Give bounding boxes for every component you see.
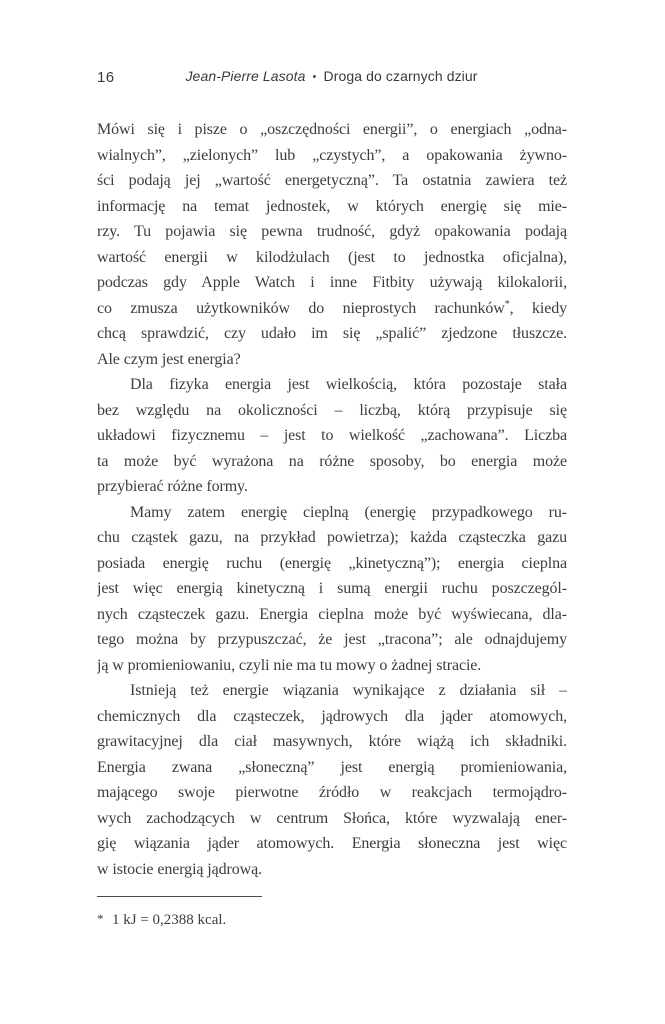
text-line: ta może być wyrażona na różne sposoby, bo energia może [97,452,567,470]
text-line: nych cząsteczek gazu. Energia cieplna może być wyświecana, dla- [97,605,567,623]
running-head-author: Jean-Pierre Lasota [185,68,306,84]
text-line: jest więc energią kinetyczną i sumą energii ruchu poszczegól- [97,580,567,597]
text-line: mającego swoje pierwotne źródło w reakcjach termojądro- [97,784,567,801]
text-line: tego można by przypuszczać, że jest „tracona”; ale odnajdujemy [97,631,567,648]
page-number: 16 [97,69,115,86]
text-line: rzy. Tu pojawia się pewna trudność, gdyż opakowania podają [97,223,567,240]
text-line: wialnych”, „zielonych” lub „czystych”, a opakowania żywno- [97,146,567,164]
text-line: grawitacyjnej dla ciał masywnych, które wiążą ich składniki. [97,733,567,750]
running-head [97,68,566,84]
text-line: posiada energię ruchu (energię „kinetyczną”); energia cieplna [97,554,567,572]
paragraph [97,500,567,679]
paragraph [97,678,567,882]
text-line: Dla fizyka energia jest wielkością, która pozostaje stała [130,376,567,393]
footnote-text [97,908,567,931]
footnote-area [97,896,567,931]
text-line: ści podają jej „wartość energetyczną”. Ta ostatnia zawiera też [97,172,567,189]
text-line: chemicznych dla cząsteczek, jądrowych dla jąder atomowych, [97,707,567,725]
text-line: bez względu na okoliczności – liczbą, którą przypisuje się [97,401,567,419]
footnote-marker: * [97,911,104,926]
text-line: Ale czym jest energia? [97,350,241,368]
footnote-content: 1 kJ = 0,2388 kcal. [112,912,227,928]
text-block [97,117,567,882]
text-line: układowi fizycznemu – jest to wielkość „zachowana”. Liczba [97,427,567,444]
text-line: informację na temat jednostek, w których energię się mie- [97,197,567,215]
footnote-reference-asterisk: * [504,298,510,310]
text-line: wartość energii w kilodżulach (jest to jednostka oficjalna), [97,248,567,266]
text-line: co zmusza użytkowników do nieprostych rachunków*, kiedy [97,298,567,317]
page-header [97,68,566,88]
text-line: Energia zwana „słoneczną” jest energią promieniowania, [97,758,567,776]
paragraph [97,117,567,372]
paragraph [97,372,567,500]
text-line: wych zachodzących w centrum Słońca, które wyzwalają ener- [97,809,567,827]
text-line: chu cząstek gazu, na przykład powietrza); każda cząsteczka gazu [97,529,567,546]
text-line: ją w promieniowaniu, czyli nie ma tu mowy o żadnej stracie. [97,656,482,674]
bullet-separator: • [312,71,317,83]
text-line: przybierać różne formy. [97,478,248,495]
text-line: chcą sprawdzić, czy udało im się „spalić” zjedzone tłuszcze. [97,325,567,342]
text-line: Mamy zatem energię cieplną (energię przypadkowego ru- [130,503,567,521]
text-line: Mówi się i pisze o „oszczędności energii”, o energiach „odna- [97,121,567,138]
text-line: gię wiązania jąder atomowych. Energia słoneczna jest więc [97,835,567,852]
text-line: Istnieją też energie wiązania wynikające z działania sił – [130,682,567,699]
running-head-title: Droga do czarnych dziur [323,68,478,84]
text-line: podczas gdy Apple Watch i inne Fitbity używają kilokalorii, [97,274,567,291]
text-line: w istocie energią jądrową. [97,860,263,878]
footnote-rule [97,896,262,897]
